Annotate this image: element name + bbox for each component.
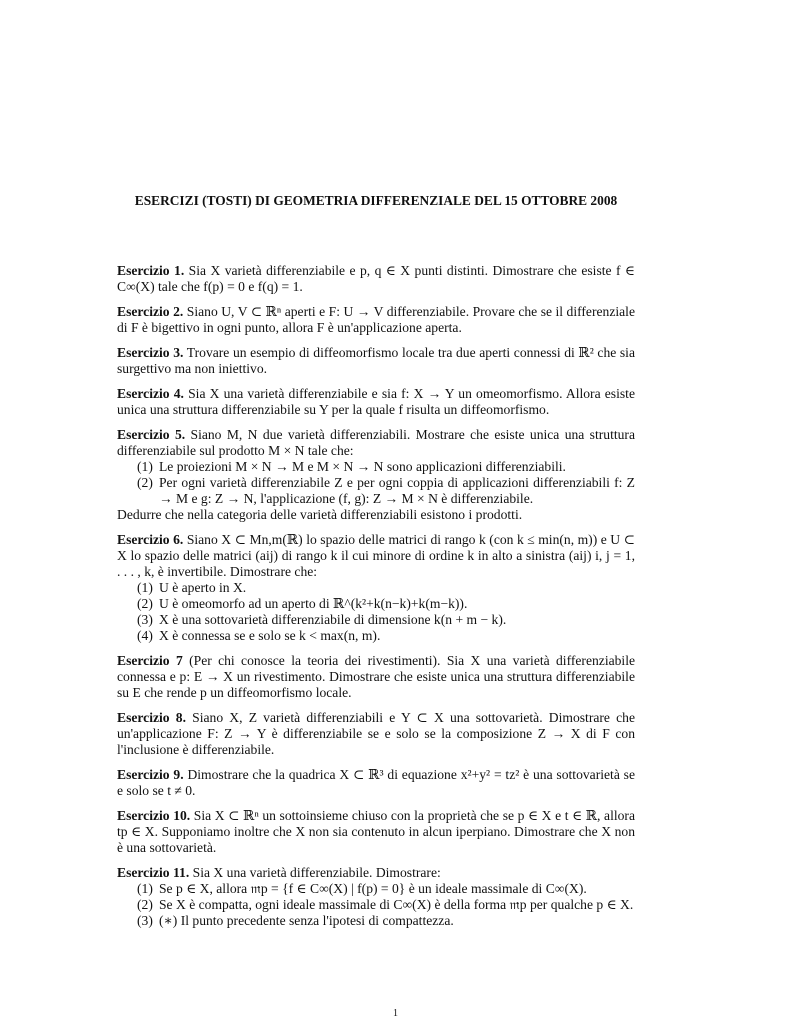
exercise-paragraph	[117, 427, 635, 459]
exercise-text: Siano U, V ⊂ ℝⁿ aperti e F: U → V differenziabile. Provare che se il differenziale di F è bigettivo in ogni punto, allora F è un'applicazione aperta.	[117, 304, 635, 335]
exercise-heading: Esercizio 2.	[117, 304, 184, 319]
exercise-10	[117, 808, 635, 856]
exercise-paragraph	[117, 386, 635, 418]
exercise-paragraph	[117, 345, 635, 377]
item-number: (3)	[137, 913, 153, 928]
exercise-text: Siano X, Z varietà differenziabili e Y ⊂ X una sottovarietà. Dimostrare che un'applicazione F: Z → Y è differenziabile se e solo se la composizione Z → X di F con l'inclusione è differenziabile.	[117, 710, 635, 757]
exercise-9	[117, 767, 635, 799]
item-text: Per ogni varietà differenziabile Z e per ogni coppia di applicazioni differenziabili f: Z → M e g: Z → N, l'applicazione (f, g): Z → M × N è differenziabile.	[159, 475, 635, 506]
exercise-text: Sia X una varietà differenziabile connessa e p: E → X un rivestimento. Dimostrare che esiste unica una struttura differenziabile su E che rende p un diffeomorfismo locale.	[117, 653, 636, 700]
document-title: ESERCIZI (TOSTI) DI GEOMETRIA DIFFERENZIALE DEL 15 OTTOBRE 2008	[134, 193, 618, 208]
item-text: U è aperto in X.	[159, 580, 247, 595]
exercise-item-list	[117, 881, 635, 929]
list-item	[137, 612, 635, 628]
item-text: (∗) Il punto precedente senza l'ipotesi di compattezza.	[159, 913, 454, 928]
exercise-6	[117, 532, 635, 644]
exercise-heading: Esercizio 1.	[117, 263, 185, 278]
exercise-text: Sia X una varietà differenziabile e sia f: X → Y un omeomorfismo. Allora esiste unica una struttura differenziabile su Y per la quale f risulta un diffeomorfismo.	[117, 386, 635, 417]
exercise-paragraph	[117, 263, 635, 295]
exercise-text: Siano X ⊂ Mn,m(ℝ) lo spazio delle matrici di rango k (con k ≤ min(n, m)) e U ⊂ X lo spazio delle matrici (aij) di rango k il cui minore di ordine k in alto a sinistra (aij) i, j = 1, . . . , k, è invertibile. Dimostrare che:	[117, 532, 635, 579]
list-item	[137, 628, 635, 644]
exercise-heading: Esercizio 9.	[117, 767, 184, 782]
item-text: Se p ∈ X, allora 𝔪p = {f ∈ C∞(X) | f(p) = 0} è un ideale massimale di C∞(X).	[159, 881, 587, 896]
item-number: (1)	[137, 459, 153, 474]
exercise-text: Sia X una varietà differenziabile. Dimostrare:	[192, 865, 441, 880]
exercise-text: Dimostrare che la quadrica X ⊂ ℝ³ di equazione x²+y² = tz² è una sottovarietà se e solo se t ≠ 0.	[117, 767, 635, 798]
exercise-paragraph	[117, 710, 635, 758]
exercise-heading: Esercizio 3.	[117, 345, 184, 360]
exercise-item-list	[117, 459, 635, 507]
list-item	[137, 897, 635, 913]
exercise-paragraph	[117, 767, 635, 799]
exercise-4	[117, 386, 635, 418]
exercise-paragraph	[117, 808, 635, 856]
exercise-3	[117, 345, 635, 377]
exercise-7	[117, 653, 635, 701]
exercise-conclusion: Dedurre che nella categoria delle varietà differenziabili esistono i prodotti.	[117, 507, 523, 522]
exercise-heading: Esercizio 5.	[117, 427, 186, 442]
item-text: Se X è compatta, ogni ideale massimale di C∞(X) è della forma 𝔪p per qualche p ∈ X.	[159, 897, 634, 912]
exercise-heading: Esercizio 6.	[117, 532, 184, 547]
exercise-heading: Esercizio 7	[117, 653, 183, 668]
list-item	[137, 459, 635, 475]
item-number: (4)	[137, 628, 153, 643]
item-text: X è connessa se e solo se k < max(n, m).	[159, 628, 381, 643]
list-item	[137, 913, 635, 929]
exercise-2	[117, 304, 635, 336]
list-item	[137, 475, 635, 507]
exercise-5	[117, 427, 635, 523]
list-item	[137, 596, 635, 612]
list-item	[137, 580, 635, 596]
exercise-paragraph	[117, 865, 635, 881]
item-text: Le proiezioni M × N → M e M × N → N sono applicazioni differenziabili.	[159, 459, 566, 474]
exercise-text: Sia X varietà differenziabile e p, q ∈ X punti distinti. Dimostrare che esiste f ∈ C∞(X) tale che f(p) = 0 e f(q) = 1.	[117, 263, 635, 294]
item-number: (2)	[137, 475, 153, 490]
exercise-item-list	[117, 580, 635, 644]
item-number: (1)	[137, 580, 153, 595]
exercise-heading: Esercizio 4.	[117, 386, 184, 401]
exercise-1	[117, 263, 635, 295]
exercise-paragraph	[117, 532, 635, 580]
document-page	[117, 190, 635, 938]
item-number: (3)	[137, 612, 153, 627]
exercise-paragraph	[117, 304, 635, 336]
exercise-heading: Esercizio 8.	[117, 710, 186, 725]
exercise-list	[117, 263, 635, 929]
exercise-heading: Esercizio 11.	[117, 865, 190, 880]
exercise-11	[117, 865, 635, 929]
exercise-paragraph	[117, 653, 635, 701]
item-number: (2)	[137, 897, 153, 912]
item-number: (1)	[137, 881, 153, 896]
item-text: X è una sottovarietà differenziabile di dimensione k(n + m − k).	[159, 612, 507, 627]
page-number: 1	[393, 1008, 398, 1019]
exercise-text: Sia X ⊂ ℝⁿ un sottoinsieme chiuso con la proprietà che se p ∈ X e t ∈ ℝ, allora tp ∈ X. Supponiamo inoltre che X non sia contenuto in alcun iperpiano. Dimostrare che X non è una sottovarietà.	[117, 808, 635, 855]
exercise-text: Trovare un esempio di diffeomorfismo locale tra due aperti connessi di ℝ² che sia surgettivo ma non iniettivo.	[117, 345, 635, 376]
item-number: (2)	[137, 596, 153, 611]
item-text: U è omeomorfo ad un aperto di ℝ^(k²+k(n−k)+k(m−k)).	[159, 596, 468, 611]
exercise-text: Siano M, N due varietà differenziabili. Mostrare che esiste unica una struttura differenziabile sul prodotto M × N tale che:	[117, 427, 635, 458]
exercise-8	[117, 710, 635, 758]
exercise-note: (Per chi conosce la teoria dei rivestimenti).	[189, 653, 441, 668]
list-item	[137, 881, 635, 897]
exercise-heading: Esercizio 10.	[117, 808, 191, 823]
